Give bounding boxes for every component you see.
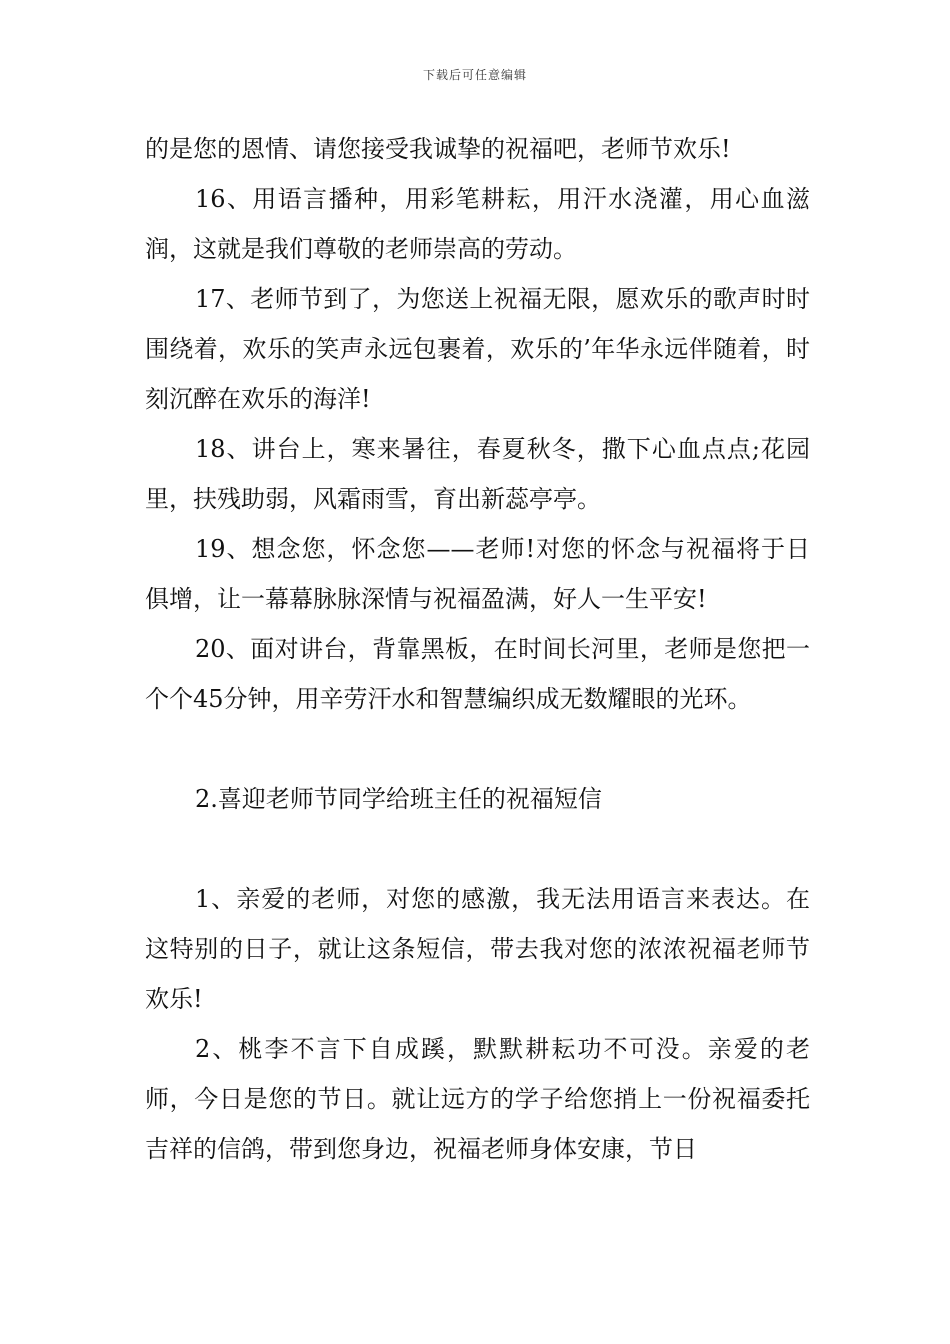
paragraph-item-18: 18、讲台上，寒来暑往，春夏秋冬，撒下心血点点;花园里，扶残助弱，风霜雨雪，育出新蕊亭亭。	[145, 435, 810, 513]
paragraph-item-20: 20、面对讲台，背靠黑板，在时间长河里，老师是您把一个个45分钟，用辛劳汗水和智慧编织成无数耀眼的光环。	[145, 635, 810, 713]
paragraph-item-19: 19、想念您，怀念您——老师!对您的怀念与祝福将于日俱增，让一幕幕脉脉深情与祝福盈满，好人一生平安!	[145, 535, 810, 613]
section-heading: 2.喜迎老师节同学给班主任的祝福短信	[195, 785, 602, 813]
document-body	[145, 124, 810, 1174]
paragraph-item-17: 17、老师节到了，为您送上祝福无限，愿欢乐的歌声时时围绕着，欢乐的笑声永远包裹着，欢乐的’年华永远伴随着，时刻沉醉在欢乐的海洋!	[145, 285, 810, 413]
paragraph-item-2: 2、桃李不言下自成蹊，默默耕耘功不可没。亲爱的老师，今日是您的节日。就让远方的学子给您捎上一份祝福委托吉祥的信鸽，带到您身边，祝福老师身体安康，节日	[145, 1035, 810, 1163]
paragraph-item-16: 16、用语言播种，用彩笔耕耘，用汗水浇灌，用心血滋润，这就是我们尊敬的老师崇高的劳动。	[145, 185, 810, 263]
paragraph-continuation: 的是您的恩情、请您接受我诚挚的祝福吧，老师节欢乐!	[145, 135, 731, 163]
page-header: 下载后可任意编辑	[422, 68, 527, 82]
paragraph-item-1: 1、亲爱的老师，对您的感激，我无法用语言来表达。在这特别的日子，就让这条短信，带去我对您的浓浓祝福老师节欢乐!	[145, 885, 810, 1013]
